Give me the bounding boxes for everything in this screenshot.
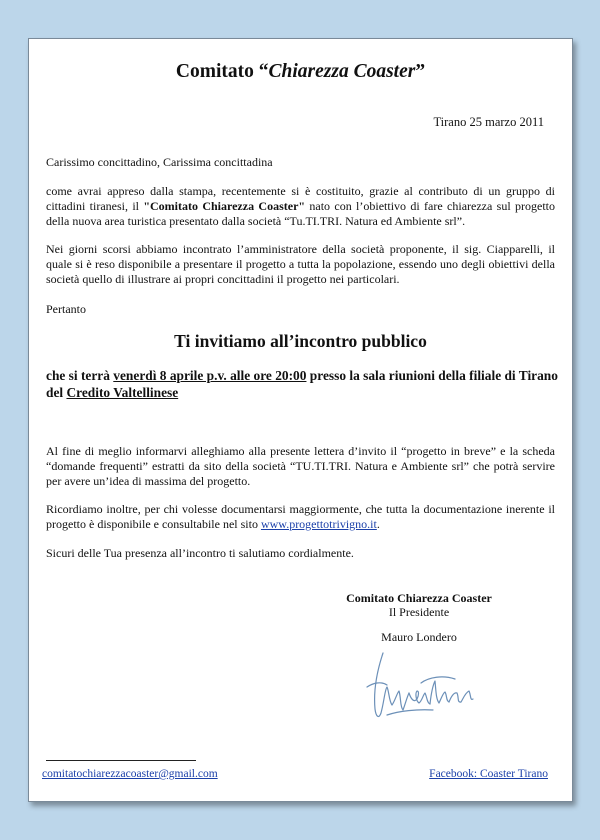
project-website-link[interactable]: www.progettotrivigno.it xyxy=(260,517,377,531)
closing-text: Sicuri delle Tua presenza all’incontro ti salutiamo cordialmente. xyxy=(46,546,354,560)
title-committee-name: Chiarezza Coaster xyxy=(268,61,416,82)
salutation: Carissimo concittadino, Carissima concittadina xyxy=(46,155,273,169)
letter-page xyxy=(28,38,573,802)
letter-title xyxy=(29,61,572,83)
committee-name-bold: "Comitato Chiarezza Coaster" xyxy=(143,199,306,213)
pertanto-text: Pertanto xyxy=(46,302,86,316)
title-suffix: ” xyxy=(415,61,426,82)
event-datetime: venerdì 8 aprile p.v. alle ore 20:00 xyxy=(113,368,307,383)
signature-name: Mauro Londero xyxy=(381,630,457,644)
title-prefix: Comitato “ xyxy=(175,61,269,82)
paragraph-documentation: Ricordiamo inoltre, per chi volesse documentarsi maggiormente, che tutta la documentazione inerente il progetto è disponibile e consultabile nel sito www.progettotrivigno.it. xyxy=(46,502,555,531)
signature-org: Comitato Chiarezza Coaster xyxy=(346,591,492,605)
email-link[interactable]: comitatochiarezzacoaster@gmail.com xyxy=(42,768,218,780)
signature-role: Il Presidente xyxy=(388,605,450,619)
paragraph-meeting: Nei giorni scorsi abbiamo incontrato l’amministratore della società proponente, il sig. Ciapparelli, il quale si è reso disponibile a presentare il progetto a tutta la popolazione, essendo uno degli obiettivi della società quello di illustrare ai propri concittadini il progetto nei particolari. xyxy=(46,242,555,286)
paragraph-attachments: Al fine di meglio informarvi alleghiamo alla presente lettera d’invito il “progetto in breve” e la scheda “domande frequenti” estratti da sito della società “TU.TI.TRI. Natura e Ambiente srl” che potrà servire per avere un’idea di massima del progetto. xyxy=(46,444,555,488)
facebook-link[interactable]: Facebook: Coaster Tirano xyxy=(429,768,548,780)
paragraph-intro: come avrai appreso dalla stampa, recentemente si è costituito, grazie al contributo di un gruppo di cittadini tiranesi, il "Comitato Chiarezza Coaster" nato con l’obiettivo di fare chiarezza sul progetto della nuova area turistica presentato dalla società “Tu.TI.TRI. Natura ed Ambiente srl”. xyxy=(46,184,555,228)
handwritten-signature xyxy=(359,647,479,727)
invite-details: che si terrà venerdì 8 aprile p.v. alle ore 20:00 presso la sala riunioni della filiale di Tirano del Credito Valtellinese xyxy=(46,368,558,400)
bank-name: Credito Valtellinese xyxy=(66,385,179,400)
footer-divider xyxy=(46,760,196,761)
letter-date: Tirano 25 marzo 2011 xyxy=(433,115,544,129)
invite-heading: Ti invitiamo all’incontro pubblico xyxy=(174,331,427,351)
